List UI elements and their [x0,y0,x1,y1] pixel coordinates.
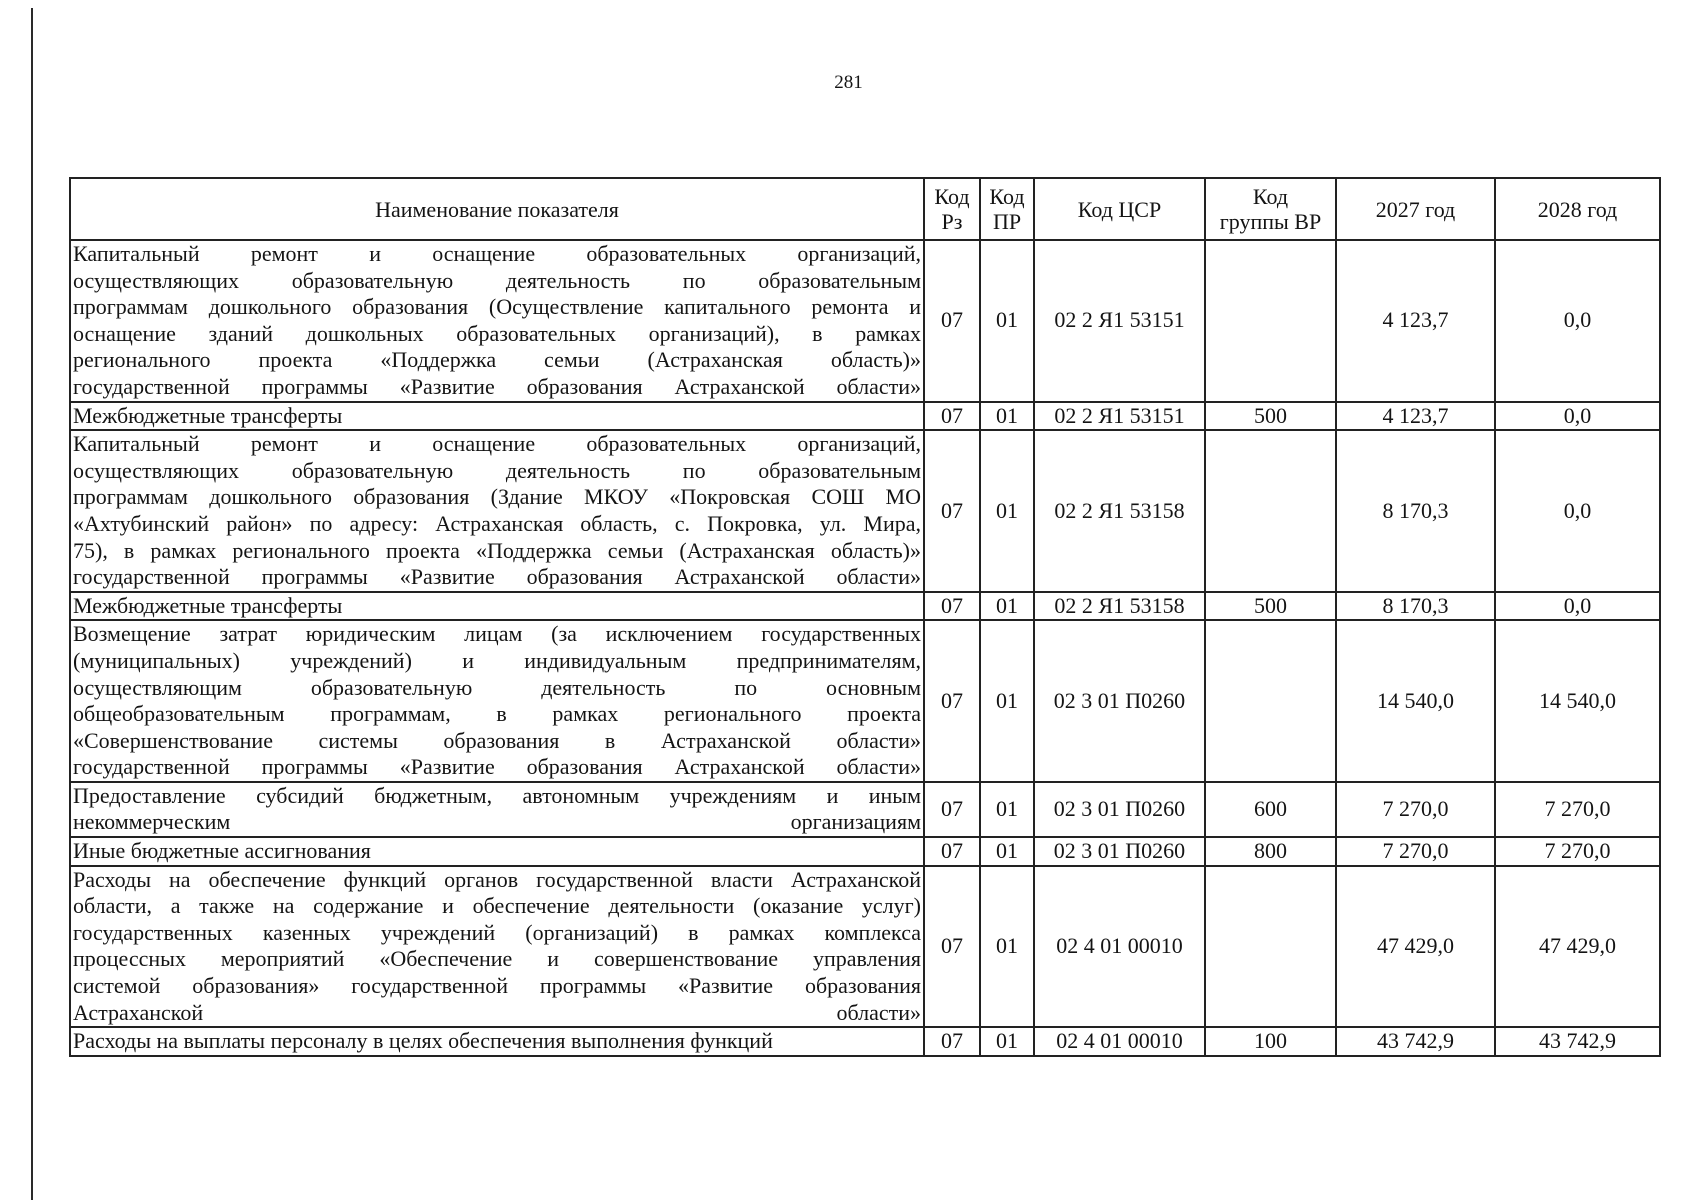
code-rz: 07 [924,620,980,782]
row-name [70,240,924,402]
row-name-line: Расходы на выплаты персоналу в целях обеспечения выполнения функций [73,1028,773,1054]
row-name-line: (муниципальных) учреждений) и индивидуальным предпринимателям, [73,647,921,673]
table-row [70,402,1660,431]
table-row [70,1027,1660,1056]
code-rz: 07 [924,240,980,402]
code-vr [1205,620,1336,782]
code-rz: 07 [924,402,980,431]
row-name-line: государственной программы «Развитие образования Астраханской области» [73,564,921,590]
row-name-line: программам дошкольного образования (Осуществление капитального ремонта и [73,294,921,320]
row-name-line: осуществляющим образовательную деятельность по основным [73,674,921,700]
header-rz-line2: Рз [941,209,963,234]
row-name [70,782,924,837]
row-name-line: системой образования» государственной программы «Развитие образования [73,973,921,999]
table-body [70,240,1660,1056]
code-csr: 02 2 Я1 53158 [1034,592,1205,621]
value-2028: 14 540,0 [1495,620,1660,782]
row-name-line: 75), в рамках регионального проекта «Поддержка семьи (Астраханская область)» [73,537,921,563]
code-csr: 02 3 01 П0260 [1034,837,1205,866]
code-pr: 01 [980,592,1034,621]
header-vr-line1: Код [1252,184,1289,209]
code-vr [1205,866,1336,1028]
value-2027: 4 123,7 [1336,240,1495,402]
row-name-line: «Совершенствование системы образования в Астраханской области» [73,727,921,753]
code-pr: 01 [980,782,1034,837]
row-name-line: осуществляющих образовательную деятельность по образовательным [73,457,921,483]
header-pr [980,178,1034,240]
code-rz: 07 [924,866,980,1028]
row-name-line: Астраханской области» [73,999,921,1025]
table-header-row [70,178,1660,240]
table-row [70,592,1660,621]
code-rz: 07 [924,782,980,837]
row-name-line: процессных мероприятий «Обеспечение и совершенствование управления [73,946,921,972]
code-vr: 100 [1205,1027,1336,1056]
code-pr: 01 [980,837,1034,866]
value-2027: 4 123,7 [1336,402,1495,431]
row-name-line: Капитальный ремонт и оснащение образовательных организаций, [73,241,921,266]
table-row [70,430,1660,592]
row-name [70,837,924,866]
row-name [70,592,924,621]
code-rz: 07 [924,430,980,592]
code-pr: 01 [980,402,1034,431]
row-name-line: государственных казенных учреждений (организаций) в рамках комплекса [73,919,921,945]
value-2027: 14 540,0 [1336,620,1495,782]
table-row [70,620,1660,782]
code-csr: 02 3 01 П0260 [1034,782,1205,837]
row-name [70,1027,924,1056]
code-vr: 800 [1205,837,1336,866]
code-csr: 02 2 Я1 53151 [1034,240,1205,402]
value-2027: 8 170,3 [1336,430,1495,592]
value-2028: 47 429,0 [1495,866,1660,1028]
budget-table [69,177,1661,1057]
header-rz-line1: Код [934,184,970,209]
value-2028: 7 270,0 [1495,837,1660,866]
code-vr [1205,240,1336,402]
value-2028: 43 742,9 [1495,1027,1660,1056]
row-name-line: Иные бюджетные ассигнования [73,838,371,864]
code-vr [1205,430,1336,592]
code-csr: 02 2 Я1 53151 [1034,402,1205,431]
row-name-line: программам дошкольного образования (Здание МКОУ «Покровская СОШ МО [73,484,921,510]
row-name-line: области, а также на содержание и обеспечение деятельности (оказание услуг) [73,893,921,919]
row-name-line: Предоставление субсидий бюджетным, автономным учреждениям и иным [73,782,921,808]
value-2028: 7 270,0 [1495,782,1660,837]
value-2027: 7 270,0 [1336,837,1495,866]
header-2027: 2027 год [1336,178,1495,240]
code-vr: 600 [1205,782,1336,837]
header-pr-line2: ПР [992,209,1022,234]
code-vr: 500 [1205,592,1336,621]
code-csr: 02 4 01 00010 [1034,866,1205,1028]
header-pr-line1: Код [989,184,1025,209]
row-name-line: Возмещение затрат юридическим лицам (за исключением государственных [73,621,921,647]
value-2028: 0,0 [1495,402,1660,431]
row-name [70,620,924,782]
row-name-line: Межбюджетные трансферты [73,592,343,618]
code-pr: 01 [980,620,1034,782]
value-2028: 0,0 [1495,592,1660,621]
code-csr: 02 2 Я1 53158 [1034,430,1205,592]
header-vr [1205,178,1336,240]
table-row [70,782,1660,837]
row-name-line: Капитальный ремонт и оснащение образовательных организаций, [73,431,921,457]
header-rz [924,178,980,240]
table-row [70,837,1660,866]
left-margin-rule [31,8,33,1200]
row-name-line: «Ахтубинский район» по адресу: Астраханская область, с. Покровка, ул. Мира, [73,510,921,536]
value-2027: 8 170,3 [1336,592,1495,621]
code-vr: 500 [1205,402,1336,431]
header-vr-line2: группы ВР [1219,209,1322,234]
code-pr: 01 [980,240,1034,402]
header-name: Наименование показателя [70,178,924,240]
code-rz: 07 [924,837,980,866]
row-name-line: государственной программы «Развитие образования Астраханской области» [73,373,921,399]
value-2027: 7 270,0 [1336,782,1495,837]
page-number: 281 [834,72,863,93]
value-2027: 47 429,0 [1336,866,1495,1028]
value-2028: 0,0 [1495,430,1660,592]
row-name [70,430,924,592]
row-name-line: осуществляющих образовательную деятельность по образовательным [73,267,921,293]
code-csr: 02 4 01 00010 [1034,1027,1205,1056]
table-row [70,240,1660,402]
value-2028: 0,0 [1495,240,1660,402]
code-rz: 07 [924,592,980,621]
table-row [70,866,1660,1028]
header-2028: 2028 год [1495,178,1660,240]
row-name-line: Расходы на обеспечение функций органов государственной власти Астраханской [73,866,921,892]
row-name-line: Межбюджетные трансферты [73,402,343,428]
row-name-line: общеобразовательным программам, в рамках регионального проекта [73,701,921,727]
row-name-line: оснащение зданий дошкольных образовательных организаций), в рамках [73,320,921,346]
code-csr: 02 3 01 П0260 [1034,620,1205,782]
row-name-line: некоммерческим организациям [73,809,921,835]
row-name-line: регионального проекта «Поддержка семьи (Астраханская область)» [73,347,921,373]
row-name [70,866,924,1028]
value-2027: 43 742,9 [1336,1027,1495,1056]
code-pr: 01 [980,430,1034,592]
header-csr: Код ЦСР [1034,178,1205,240]
row-name-line: государственной программы «Развитие образования Астраханской области» [73,754,921,780]
code-pr: 01 [980,866,1034,1028]
row-name [70,402,924,431]
code-rz: 07 [924,1027,980,1056]
code-pr: 01 [980,1027,1034,1056]
